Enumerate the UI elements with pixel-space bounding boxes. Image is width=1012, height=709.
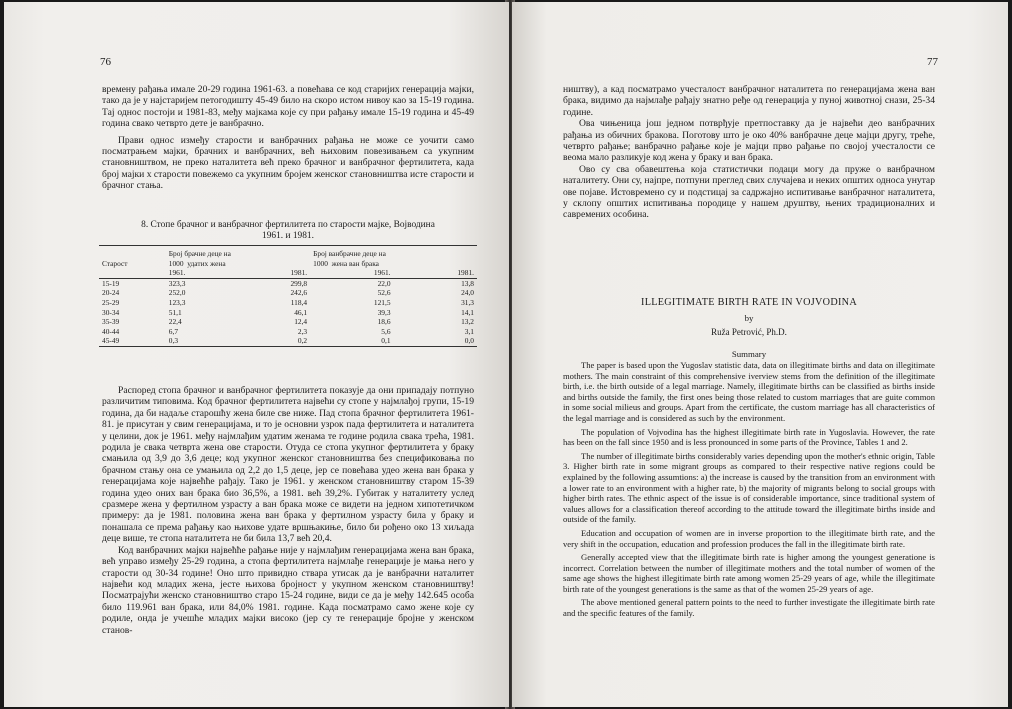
value-cell: 0,0 bbox=[464, 336, 474, 346]
table-row bbox=[99, 278, 477, 288]
left-text-top bbox=[102, 84, 474, 192]
summary-by: by bbox=[744, 313, 754, 323]
paragraph: Код ванбрачних мајки највећће рађање није у најмлађим генерацијама жена ван брака, већ управо између 25-29 година, а стопа фертилитета најмлађе генерације је мања него у старости од 30-34 године! Оно што привидно ствара утисак да је ванбрачни наталитет највећи код младих жена, јесте њихова бројност у укупном женском становништву! Посматрајући женско становништво старо 15-24 године, види се да је међу 142.645 особа било 119.961 ван брака, или 84,0% 1981. године. Када посматрамо само жене које су родиле, онда је учешће младих мајки високо (јер су те генерације бројне у женском станов- bbox=[102, 544, 474, 636]
value-cell: 13,2 bbox=[461, 317, 474, 327]
header-extra-3: жена ван брака bbox=[331, 258, 379, 268]
value-cell: 121,5 bbox=[373, 297, 391, 307]
value-cell: 12,4 bbox=[294, 317, 308, 327]
age-cell: 25-29 bbox=[102, 297, 120, 307]
table-caption-line2: 1961. и 1981. bbox=[262, 231, 314, 241]
value-cell: 2,3 bbox=[297, 326, 308, 336]
value-cell: 13,8 bbox=[461, 278, 474, 288]
table-row bbox=[99, 317, 477, 327]
summary-author: Ruža Petrović, Ph.D. bbox=[711, 327, 787, 337]
header-extra-2: 1000 bbox=[313, 258, 328, 268]
summary-text bbox=[563, 360, 935, 622]
year-1961: 1961. bbox=[373, 268, 391, 278]
year-1961: 1961. bbox=[168, 268, 186, 278]
page-number-right: 77 bbox=[927, 56, 938, 68]
value-cell: 118,4 bbox=[290, 297, 308, 307]
value-cell: 242,6 bbox=[290, 288, 308, 298]
paragraph: Education and occupation of women are in inverse proportion to the illegitimate birth rate, and the very shift in the occupation, education and profession produces the fall in the illegitimate birth rate. bbox=[563, 527, 935, 549]
header-marital-2: 1000 bbox=[168, 258, 184, 268]
value-cell: 323,3 bbox=[168, 278, 186, 288]
header-marital-3: удатих жена bbox=[187, 258, 226, 268]
paragraph: The population of Vojvodina has the highest illegitimate birth rate in Yugoslavia. However, the rate has been on the fall since 1950 and is less pronounced in some parts of the Province, Tables 1 and 2. bbox=[563, 426, 935, 448]
value-cell: 252,0 bbox=[168, 288, 186, 298]
table-row bbox=[99, 298, 477, 308]
table-header-row bbox=[99, 246, 477, 259]
value-cell: 6,7 bbox=[168, 326, 179, 336]
header-extra-1: Број ванбрачне деце на bbox=[313, 249, 386, 258]
paragraph: Ово су сва обавештења која статистички подаци могу да пруже о ванбрачном наталитету. Они су, најпре, потпуни преглед свих случајева и неких општих односа унутар ове појаве. Истовремено су и подстицај за садржајно испитивање ванбрачног наталитета, у склопу општих испитивања породице у нашем друштву, њених традиционалних и савремених особина. bbox=[563, 163, 935, 221]
age-cell: 15-19 bbox=[102, 278, 120, 288]
right-text bbox=[563, 84, 935, 221]
paragraph: The paper is based upon the Yugoslav statistic data, data on illegitimate births and data on illegitimate mothers. The main constraint of this comprehensive iverview stems from the definition of the illegitimate birth, i.e. the birth outside of a legal marriage. Namely, illegitimate births can be classified as births inside and births outside the family, the first ones being those related to custom marriages that are guite common in some social milieus and groups. Apart from the certificate, the custom marriage has all characteristics of the legal marriage and is considered as such by the environment. bbox=[563, 360, 935, 423]
table-row bbox=[99, 308, 477, 318]
age-cell: 35-39 bbox=[102, 317, 120, 327]
summary-title: ILLEGITIMATE BIRTH RATE IN VOJVODINA bbox=[641, 297, 857, 308]
table-row bbox=[99, 336, 477, 346]
age-cell: 45-49 bbox=[102, 336, 120, 346]
paragraph: The number of illegitimate births considerably varies depending upon the mother's ethnic origin, Table 3. Higher birth rate in some migrant groups as compared to their respective native regions could be explained by the following assumtions: a) the increase is caused by the transition from an environment with a lower rate to an environment with a higher rate, b) the majority of migrants belong to social groups with higher birth rates. The ethnic aspect of the issue is of considerable importance, since traditional system of values allows for a classification thereof according to the attitude toward the illegitimate births inside and outside of the family. bbox=[563, 450, 935, 525]
left-text-bottom bbox=[102, 385, 474, 636]
table-year-row bbox=[99, 268, 477, 278]
summary-heading: Summary bbox=[731, 349, 767, 359]
left-page bbox=[4, 2, 509, 707]
paragraph: времену рађања имале 20-29 година 1961-63. а повећава се код старијих генерација мајки, тако да је у најстаријем петогодишту 45-49 било на скоро истом нивоу као за 15-19 година. Тај однос постоји и 1981-83, међу мајкама које су при рађању имале 15-19 година и 45-49 година свако четврто дете је ванбрачно. bbox=[102, 84, 474, 130]
right-page bbox=[512, 2, 1008, 707]
year-1981: 1981. bbox=[457, 268, 474, 278]
paragraph: Generally accepted view that the illegitimate birth rate is higher among the youngest generatione is incorrect. Correlation between the number of illegitimate mothers and the total number of women of the same age shows the highest illegitimate birth rate among women 25-29 years of age, while the illegitimate birth rate of the youngest generations is the same as that of the women 25-29 years of age. bbox=[563, 552, 935, 594]
header-marital-1: Број брачне деце на bbox=[168, 249, 231, 258]
header-age: Старост bbox=[102, 258, 128, 268]
paragraph: Распоред стопа брачног и ванбрачног фертилитета показује да они припадају потпуно различитим типовима. Код брачног фертилитета највећи су стопе у најмлађој групи, 15-19 година, да би надаље старошћу жена биле све ниже. Пад стопа брачног фертилитета 1961-81. је присутан у свим генерацијама, и то је основни узрок пада фертилитета и наталитета у целини, док је 1961. међу најмлађим удатим женама те године родила свака трећа, 1981. родила је свака четврта жена ове старости. Отуда се стопа укупног фертилитета у браку смањила од 3,9 до 3,6 деце; код укупног женског становништва без спецификовања по брачном стању она се умањила од 2,2 до 1,5 деце, јер се повећава удео жена ван брака у генерацијама које највећће рађају. Тако је 1961. у женском становништву старом 15-39 година удео оних ван брака био 36,5%, а 1981. већ 39,2%. Губитак у наталитету услед сразмере жена у фертилном узрасту а ван брака може се видети на једном хипотетичком примеру: да је 1981. половина жена ван брака у фертилном узрасту била у браку и понашала се према рађању као њихове удате вршњакиње, било би рођено око 13 хиљада деце више, те стопа наталитета не би била 13,7 већ 20,4. bbox=[102, 385, 474, 545]
value-cell: 5,6 bbox=[381, 326, 391, 336]
table-row bbox=[99, 327, 477, 337]
fertility-table bbox=[99, 245, 477, 347]
age-cell: 20-24 bbox=[102, 288, 120, 298]
age-cell: 30-34 bbox=[102, 307, 120, 317]
value-cell: 14,1 bbox=[461, 307, 474, 317]
value-cell: 24,0 bbox=[461, 288, 474, 298]
value-cell: 0,2 bbox=[297, 336, 308, 346]
value-cell: 299,8 bbox=[290, 278, 308, 288]
value-cell: 52,6 bbox=[377, 288, 391, 298]
table-caption-line1: 8. Стопе брачног и ванбрачног фертилитета по старости мајке, Војводина bbox=[141, 220, 435, 230]
page-number-left: 76 bbox=[100, 56, 111, 68]
value-cell: 0,1 bbox=[381, 336, 391, 346]
value-cell: 51,1 bbox=[168, 307, 182, 317]
year-1981: 1981. bbox=[290, 268, 308, 278]
value-cell: 46,1 bbox=[294, 307, 308, 317]
paragraph: Ова чињеница још једном потврђује претпоставку да је највећи део ванбрачних рађања из обичних бракова. Поготову што је око 40% ванбрачне деце мајци другу, треће, четврто рађање; ванбрачно рађање које је мајци прво рађање по својој учесталости се веома мало разликује код жена у браку и ван брака. bbox=[563, 118, 935, 164]
value-cell: 31,3 bbox=[461, 297, 474, 307]
value-cell: 22,0 bbox=[377, 278, 391, 288]
value-cell: 18,6 bbox=[377, 317, 391, 327]
table-row bbox=[99, 288, 477, 298]
paragraph: The above mentioned general pattern points to the need to further investigate the illegitimate birth rate and the specific features of the family. bbox=[563, 597, 935, 619]
table-caption bbox=[102, 220, 474, 242]
paragraph: ништву), а кад посматрамо учесталост ванбрачног наталитета по генерацијама жена ван брака, видимо да најмлађе рађају знатно ређе од генерација у пуној животној снази, 25-34 године. bbox=[563, 84, 935, 118]
table-header-row bbox=[99, 259, 477, 269]
paragraph: Прави однос између старости и ванбрачних рађања не може се уочити само посматрањем мајки, брачних и ванбрачних, већ њиховим повезивањем са укупним становништвом, не преко наталитета већ преко брачног и ванбрачног фертилитета, када број мајки х старости повежемо са укупним бројем женског становништва исте старости и брачног стања. bbox=[102, 134, 474, 192]
value-cell: 22,4 bbox=[168, 317, 182, 327]
value-cell: 39,3 bbox=[377, 307, 391, 317]
age-cell: 40-44 bbox=[102, 326, 120, 336]
value-cell: 0,3 bbox=[168, 336, 179, 346]
value-cell: 123,3 bbox=[168, 297, 186, 307]
value-cell: 3,1 bbox=[464, 326, 474, 336]
